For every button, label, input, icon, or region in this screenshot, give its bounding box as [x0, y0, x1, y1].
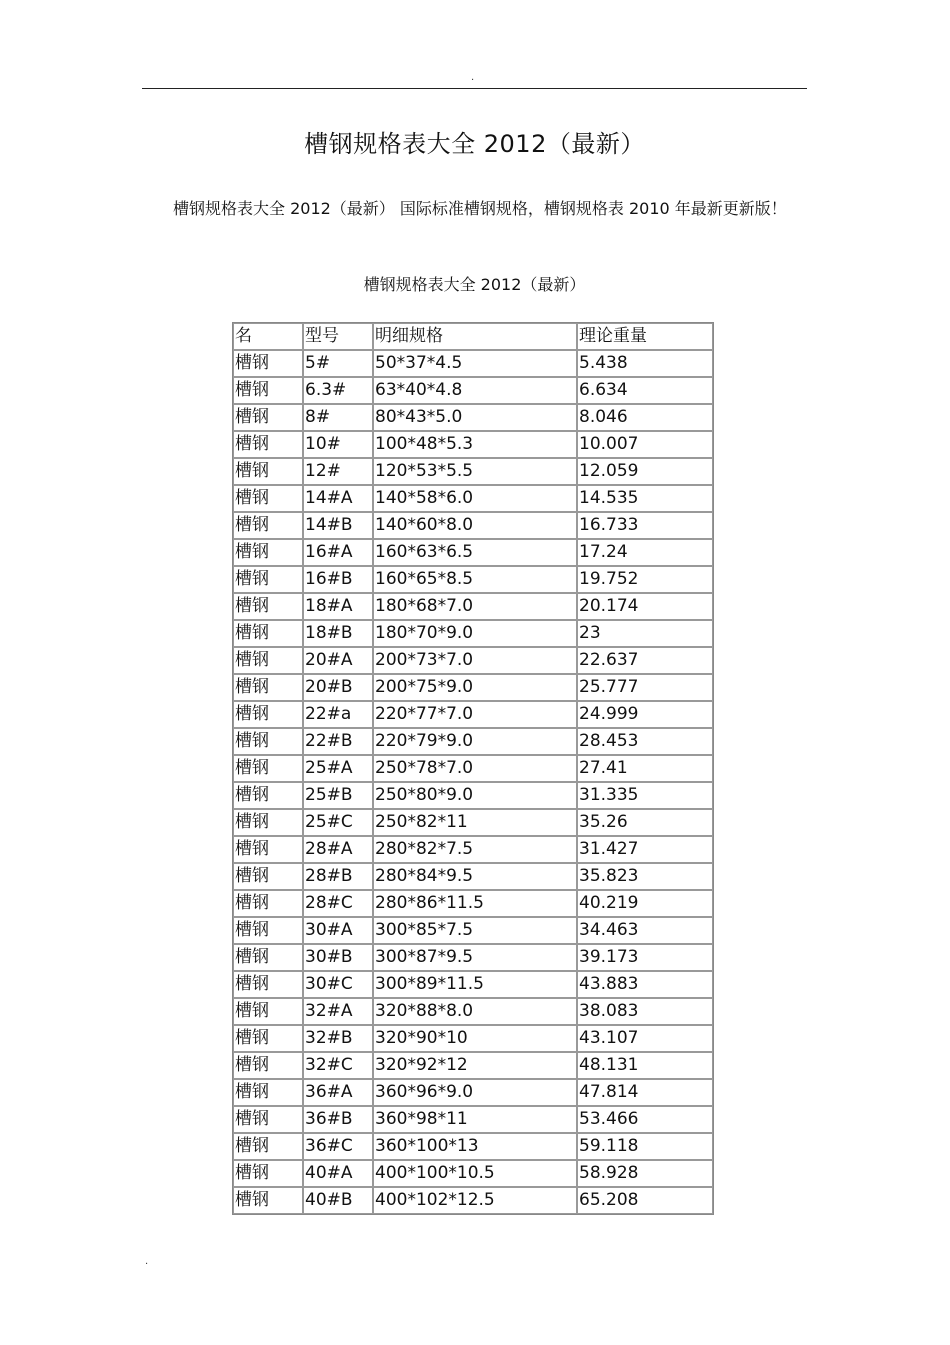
page-title: 槽钢规格表大全 2012（最新） — [304, 130, 645, 158]
cell-spec: 400*102*12.5 — [373, 1187, 577, 1214]
cell-model: 8# — [303, 404, 373, 431]
cell-weight: 31.427 — [577, 836, 713, 863]
table-row — [233, 1187, 713, 1214]
cell-weight: 43.107 — [577, 1025, 713, 1052]
cell-spec: 180*68*7.0 — [373, 593, 577, 620]
cell-model: 18#A — [303, 593, 373, 620]
cell-name: 槽钢 — [233, 350, 303, 377]
cell-name: 槽钢 — [233, 701, 303, 728]
cell-weight: 10.007 — [577, 431, 713, 458]
cell-weight: 25.777 — [577, 674, 713, 701]
cell-weight: 38.083 — [577, 998, 713, 1025]
cell-model: 14#B — [303, 512, 373, 539]
cell-weight: 24.999 — [577, 701, 713, 728]
cell-name: 槽钢 — [233, 674, 303, 701]
table-row — [233, 917, 713, 944]
table-row — [233, 539, 713, 566]
cell-model: 16#B — [303, 566, 373, 593]
table-row — [233, 485, 713, 512]
cell-weight: 12.059 — [577, 458, 713, 485]
table-row — [233, 836, 713, 863]
cell-weight: 19.752 — [577, 566, 713, 593]
cell-weight: 58.928 — [577, 1160, 713, 1187]
cell-spec: 220*79*9.0 — [373, 728, 577, 755]
intro-paragraph: 槽钢规格表大全 2012（最新） 国际标准槽钢规格，槽钢规格表 2010 年最新更新版！ — [173, 199, 787, 218]
cell-weight: 20.174 — [577, 593, 713, 620]
table-row — [233, 1052, 713, 1079]
cell-model: 18#B — [303, 620, 373, 647]
cell-model: 16#A — [303, 539, 373, 566]
cell-weight: 53.466 — [577, 1106, 713, 1133]
spec-table-wrapper — [232, 322, 714, 1215]
cell-spec: 63*40*4.8 — [373, 377, 577, 404]
cell-model: 25#B — [303, 782, 373, 809]
cell-spec: 80*43*5.0 — [373, 404, 577, 431]
cell-model: 28#A — [303, 836, 373, 863]
table-row — [233, 944, 713, 971]
table-row — [233, 971, 713, 998]
cell-name: 槽钢 — [233, 485, 303, 512]
cell-model: 12# — [303, 458, 373, 485]
table-row — [233, 512, 713, 539]
table-row — [233, 620, 713, 647]
table-row — [233, 350, 713, 377]
cell-spec: 220*77*7.0 — [373, 701, 577, 728]
cell-model: 30#C — [303, 971, 373, 998]
table-row — [233, 1160, 713, 1187]
cell-model: 36#C — [303, 1133, 373, 1160]
cell-weight: 23 — [577, 620, 713, 647]
cell-weight: 43.883 — [577, 971, 713, 998]
cell-name: 槽钢 — [233, 1187, 303, 1214]
cell-weight: 59.118 — [577, 1133, 713, 1160]
cell-weight: 31.335 — [577, 782, 713, 809]
cell-model: 28#C — [303, 890, 373, 917]
header-spec: 明细规格 — [373, 323, 577, 350]
cell-spec: 140*58*6.0 — [373, 485, 577, 512]
cell-name: 槽钢 — [233, 566, 303, 593]
cell-spec: 300*89*11.5 — [373, 971, 577, 998]
cell-name: 槽钢 — [233, 1160, 303, 1187]
header-name: 名 — [233, 323, 303, 350]
cell-spec: 320*90*10 — [373, 1025, 577, 1052]
table-row — [233, 458, 713, 485]
cell-weight: 35.823 — [577, 863, 713, 890]
cell-name: 槽钢 — [233, 755, 303, 782]
cell-model: 32#B — [303, 1025, 373, 1052]
cell-spec: 250*78*7.0 — [373, 755, 577, 782]
footer-mark: . — [145, 1256, 149, 1267]
table-caption: 槽钢规格表大全 2012（最新） — [363, 275, 586, 294]
cell-name: 槽钢 — [233, 1079, 303, 1106]
table-row — [233, 593, 713, 620]
cell-spec: 200*75*9.0 — [373, 674, 577, 701]
cell-name: 槽钢 — [233, 377, 303, 404]
cell-model: 25#C — [303, 809, 373, 836]
cell-name: 槽钢 — [233, 809, 303, 836]
cell-weight: 27.41 — [577, 755, 713, 782]
table-row — [233, 1106, 713, 1133]
cell-weight: 48.131 — [577, 1052, 713, 1079]
header-mark: . — [471, 72, 475, 83]
cell-weight: 17.24 — [577, 539, 713, 566]
cell-spec: 360*96*9.0 — [373, 1079, 577, 1106]
cell-spec: 160*63*6.5 — [373, 539, 577, 566]
cell-weight: 8.046 — [577, 404, 713, 431]
cell-spec: 120*53*5.5 — [373, 458, 577, 485]
cell-spec: 320*92*12 — [373, 1052, 577, 1079]
table-row — [233, 809, 713, 836]
cell-name: 槽钢 — [233, 863, 303, 890]
cell-model: 36#B — [303, 1106, 373, 1133]
table-row — [233, 728, 713, 755]
cell-spec: 250*82*11 — [373, 809, 577, 836]
cell-model: 5# — [303, 350, 373, 377]
cell-weight: 35.26 — [577, 809, 713, 836]
cell-name: 槽钢 — [233, 431, 303, 458]
table-row — [233, 998, 713, 1025]
cell-spec: 250*80*9.0 — [373, 782, 577, 809]
cell-spec: 360*100*13 — [373, 1133, 577, 1160]
cell-spec: 360*98*11 — [373, 1106, 577, 1133]
cell-spec: 300*85*7.5 — [373, 917, 577, 944]
cell-spec: 160*65*8.5 — [373, 566, 577, 593]
cell-weight: 65.208 — [577, 1187, 713, 1214]
cell-name: 槽钢 — [233, 404, 303, 431]
cell-name: 槽钢 — [233, 998, 303, 1025]
cell-spec: 280*82*7.5 — [373, 836, 577, 863]
channel-steel-spec-table — [232, 322, 714, 1215]
header-rule — [142, 88, 807, 89]
table-row — [233, 674, 713, 701]
cell-name: 槽钢 — [233, 890, 303, 917]
cell-spec: 50*37*4.5 — [373, 350, 577, 377]
cell-weight: 28.453 — [577, 728, 713, 755]
cell-model: 30#A — [303, 917, 373, 944]
table-row — [233, 1079, 713, 1106]
table-row — [233, 647, 713, 674]
cell-name: 槽钢 — [233, 1052, 303, 1079]
cell-weight: 22.637 — [577, 647, 713, 674]
table-row — [233, 1133, 713, 1160]
cell-model: 32#A — [303, 998, 373, 1025]
cell-name: 槽钢 — [233, 458, 303, 485]
cell-spec: 400*100*10.5 — [373, 1160, 577, 1187]
cell-spec: 320*88*8.0 — [373, 998, 577, 1025]
cell-name: 槽钢 — [233, 620, 303, 647]
cell-model: 40#A — [303, 1160, 373, 1187]
table-row — [233, 890, 713, 917]
cell-model: 28#B — [303, 863, 373, 890]
cell-name: 槽钢 — [233, 971, 303, 998]
header-model: 型号 — [303, 323, 373, 350]
table-row — [233, 404, 713, 431]
cell-name: 槽钢 — [233, 917, 303, 944]
cell-name: 槽钢 — [233, 512, 303, 539]
table-row — [233, 377, 713, 404]
cell-model: 25#A — [303, 755, 373, 782]
cell-model: 22#a — [303, 701, 373, 728]
cell-weight: 47.814 — [577, 1079, 713, 1106]
cell-name: 槽钢 — [233, 944, 303, 971]
cell-model: 14#A — [303, 485, 373, 512]
cell-model: 6.3# — [303, 377, 373, 404]
cell-weight: 34.463 — [577, 917, 713, 944]
cell-weight: 39.173 — [577, 944, 713, 971]
cell-name: 槽钢 — [233, 1025, 303, 1052]
cell-model: 32#C — [303, 1052, 373, 1079]
cell-weight: 40.219 — [577, 890, 713, 917]
cell-spec: 280*84*9.5 — [373, 863, 577, 890]
cell-model: 30#B — [303, 944, 373, 971]
cell-spec: 180*70*9.0 — [373, 620, 577, 647]
cell-name: 槽钢 — [233, 836, 303, 863]
table-row — [233, 431, 713, 458]
cell-spec: 280*86*11.5 — [373, 890, 577, 917]
cell-model: 20#A — [303, 647, 373, 674]
cell-weight: 14.535 — [577, 485, 713, 512]
table-body — [233, 350, 713, 1214]
table-row — [233, 1025, 713, 1052]
table-row — [233, 755, 713, 782]
table-row — [233, 701, 713, 728]
cell-spec: 100*48*5.3 — [373, 431, 577, 458]
cell-spec: 200*73*7.0 — [373, 647, 577, 674]
cell-model: 40#B — [303, 1187, 373, 1214]
cell-name: 槽钢 — [233, 1106, 303, 1133]
cell-model: 36#A — [303, 1079, 373, 1106]
cell-name: 槽钢 — [233, 728, 303, 755]
header-weight: 理论重量 — [577, 323, 713, 350]
cell-weight: 5.438 — [577, 350, 713, 377]
table-row — [233, 566, 713, 593]
cell-weight: 16.733 — [577, 512, 713, 539]
cell-name: 槽钢 — [233, 1133, 303, 1160]
table-row — [233, 863, 713, 890]
cell-name: 槽钢 — [233, 593, 303, 620]
cell-model: 10# — [303, 431, 373, 458]
table-row — [233, 782, 713, 809]
cell-model: 20#B — [303, 674, 373, 701]
cell-spec: 140*60*8.0 — [373, 512, 577, 539]
cell-spec: 300*87*9.5 — [373, 944, 577, 971]
cell-model: 22#B — [303, 728, 373, 755]
cell-name: 槽钢 — [233, 782, 303, 809]
cell-weight: 6.634 — [577, 377, 713, 404]
cell-name: 槽钢 — [233, 539, 303, 566]
cell-name: 槽钢 — [233, 647, 303, 674]
table-header-row — [233, 323, 713, 350]
